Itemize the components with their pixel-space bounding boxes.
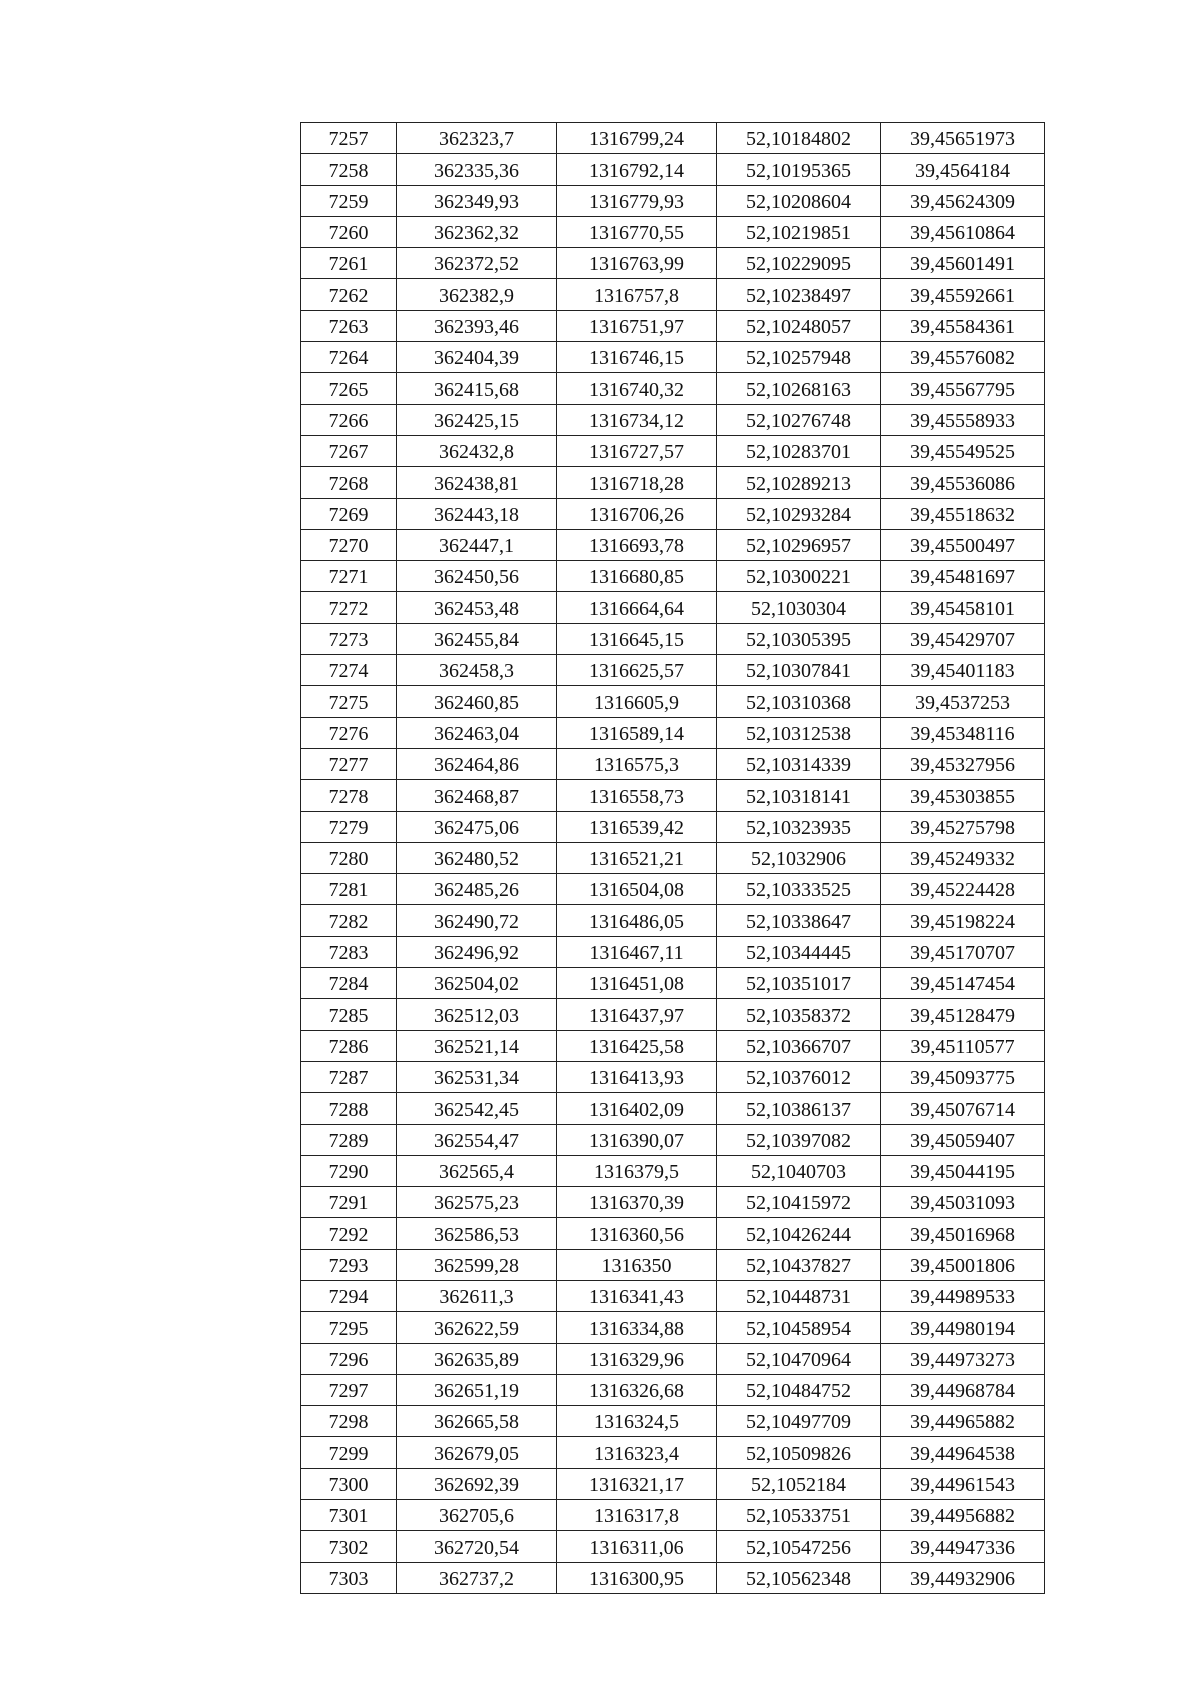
latitude-cell: 52,10296957 <box>717 529 881 560</box>
longitude-cell: 39,44947336 <box>881 1531 1045 1562</box>
table-row <box>301 936 1045 967</box>
x-coordinate-cell: 362447,1 <box>397 529 557 560</box>
y-coordinate-cell: 1316504,08 <box>557 874 717 905</box>
longitude-cell: 39,45549525 <box>881 435 1045 466</box>
point-number-cell: 7281 <box>301 874 397 905</box>
latitude-cell: 52,10307841 <box>717 655 881 686</box>
table-row <box>301 1531 1045 1562</box>
x-coordinate-cell: 362737,2 <box>397 1562 557 1593</box>
x-coordinate-cell: 362335,36 <box>397 154 557 185</box>
latitude-cell: 52,10314339 <box>717 748 881 779</box>
y-coordinate-cell: 1316625,57 <box>557 655 717 686</box>
y-coordinate-cell: 1316779,93 <box>557 185 717 216</box>
y-coordinate-cell: 1316437,97 <box>557 999 717 1030</box>
x-coordinate-cell: 362490,72 <box>397 905 557 936</box>
latitude-cell: 52,10195365 <box>717 154 881 185</box>
longitude-cell: 39,45567795 <box>881 373 1045 404</box>
table-row <box>301 780 1045 811</box>
point-number-cell: 7258 <box>301 154 397 185</box>
longitude-cell: 39,45458101 <box>881 592 1045 623</box>
x-coordinate-cell: 362372,52 <box>397 248 557 279</box>
latitude-cell: 52,10533751 <box>717 1500 881 1531</box>
latitude-cell: 52,10229095 <box>717 248 881 279</box>
x-coordinate-cell: 362651,19 <box>397 1374 557 1405</box>
point-number-cell: 7279 <box>301 811 397 842</box>
longitude-cell: 39,45536086 <box>881 467 1045 498</box>
latitude-cell: 52,10437827 <box>717 1249 881 1280</box>
table-row <box>301 623 1045 654</box>
point-number-cell: 7276 <box>301 717 397 748</box>
longitude-cell: 39,45401183 <box>881 655 1045 686</box>
y-coordinate-cell: 1316734,12 <box>557 404 717 435</box>
y-coordinate-cell: 1316770,55 <box>557 216 717 247</box>
latitude-cell: 52,10386137 <box>717 1093 881 1124</box>
latitude-cell: 52,10238497 <box>717 279 881 310</box>
longitude-cell: 39,45001806 <box>881 1249 1045 1280</box>
point-number-cell: 7277 <box>301 748 397 779</box>
y-coordinate-cell: 1316740,32 <box>557 373 717 404</box>
point-number-cell: 7298 <box>301 1406 397 1437</box>
point-number-cell: 7268 <box>301 467 397 498</box>
latitude-cell: 52,10562348 <box>717 1562 881 1593</box>
y-coordinate-cell: 1316323,4 <box>557 1437 717 1468</box>
point-number-cell: 7282 <box>301 905 397 936</box>
x-coordinate-cell: 362720,54 <box>397 1531 557 1562</box>
y-coordinate-cell: 1316300,95 <box>557 1562 717 1593</box>
y-coordinate-cell: 1316558,73 <box>557 780 717 811</box>
x-coordinate-cell: 362512,03 <box>397 999 557 1030</box>
latitude-cell: 52,10318141 <box>717 780 881 811</box>
longitude-cell: 39,4537253 <box>881 686 1045 717</box>
table-row <box>301 1061 1045 1092</box>
longitude-cell: 39,45016968 <box>881 1218 1045 1249</box>
longitude-cell: 39,45348116 <box>881 717 1045 748</box>
y-coordinate-cell: 1316792,14 <box>557 154 717 185</box>
point-number-cell: 7294 <box>301 1280 397 1311</box>
latitude-cell: 52,10497709 <box>717 1406 881 1437</box>
y-coordinate-cell: 1316390,07 <box>557 1124 717 1155</box>
table-row <box>301 655 1045 686</box>
x-coordinate-cell: 362349,93 <box>397 185 557 216</box>
longitude-cell: 39,45170707 <box>881 936 1045 967</box>
table-row <box>301 435 1045 466</box>
table-row <box>301 1312 1045 1343</box>
longitude-cell: 39,45059407 <box>881 1124 1045 1155</box>
table-row <box>301 874 1045 905</box>
point-number-cell: 7285 <box>301 999 397 1030</box>
x-coordinate-cell: 362504,02 <box>397 968 557 999</box>
y-coordinate-cell: 1316746,15 <box>557 342 717 373</box>
x-coordinate-cell: 362521,14 <box>397 1030 557 1061</box>
y-coordinate-cell: 1316521,21 <box>557 842 717 873</box>
latitude-cell: 52,10293284 <box>717 498 881 529</box>
point-number-cell: 7283 <box>301 936 397 967</box>
latitude-cell: 52,10415972 <box>717 1187 881 1218</box>
longitude-cell: 39,44956882 <box>881 1500 1045 1531</box>
longitude-cell: 39,44980194 <box>881 1312 1045 1343</box>
table-row <box>301 1406 1045 1437</box>
latitude-cell: 52,10547256 <box>717 1531 881 1562</box>
coordinate-table-body <box>301 123 1045 1594</box>
longitude-cell: 39,45518632 <box>881 498 1045 529</box>
y-coordinate-cell: 1316425,58 <box>557 1030 717 1061</box>
longitude-cell: 39,4564184 <box>881 154 1045 185</box>
longitude-cell: 39,45584361 <box>881 310 1045 341</box>
y-coordinate-cell: 1316605,9 <box>557 686 717 717</box>
x-coordinate-cell: 362404,39 <box>397 342 557 373</box>
latitude-cell: 52,1030304 <box>717 592 881 623</box>
table-row <box>301 1187 1045 1218</box>
x-coordinate-cell: 362542,45 <box>397 1093 557 1124</box>
x-coordinate-cell: 362455,84 <box>397 623 557 654</box>
table-row <box>301 123 1045 154</box>
table-row <box>301 185 1045 216</box>
x-coordinate-cell: 362531,34 <box>397 1061 557 1092</box>
point-number-cell: 7286 <box>301 1030 397 1061</box>
latitude-cell: 52,1032906 <box>717 842 881 873</box>
table-row <box>301 529 1045 560</box>
table-row <box>301 999 1045 1030</box>
point-number-cell: 7280 <box>301 842 397 873</box>
longitude-cell: 39,45198224 <box>881 905 1045 936</box>
latitude-cell: 52,10310368 <box>717 686 881 717</box>
x-coordinate-cell: 362485,26 <box>397 874 557 905</box>
table-row <box>301 1374 1045 1405</box>
coordinate-table <box>300 122 1045 1594</box>
point-number-cell: 7272 <box>301 592 397 623</box>
table-row <box>301 811 1045 842</box>
x-coordinate-cell: 362432,8 <box>397 435 557 466</box>
y-coordinate-cell: 1316326,68 <box>557 1374 717 1405</box>
y-coordinate-cell: 1316799,24 <box>557 123 717 154</box>
point-number-cell: 7262 <box>301 279 397 310</box>
longitude-cell: 39,45093775 <box>881 1061 1045 1092</box>
x-coordinate-cell: 362438,81 <box>397 467 557 498</box>
point-number-cell: 7293 <box>301 1249 397 1280</box>
y-coordinate-cell: 1316693,78 <box>557 529 717 560</box>
x-coordinate-cell: 362679,05 <box>397 1437 557 1468</box>
latitude-cell: 52,10184802 <box>717 123 881 154</box>
x-coordinate-cell: 362443,18 <box>397 498 557 529</box>
point-number-cell: 7264 <box>301 342 397 373</box>
latitude-cell: 52,10344445 <box>717 936 881 967</box>
y-coordinate-cell: 1316360,56 <box>557 1218 717 1249</box>
point-number-cell: 7275 <box>301 686 397 717</box>
table-row <box>301 1500 1045 1531</box>
x-coordinate-cell: 362635,89 <box>397 1343 557 1374</box>
point-number-cell: 7273 <box>301 623 397 654</box>
y-coordinate-cell: 1316575,3 <box>557 748 717 779</box>
table-row <box>301 467 1045 498</box>
x-coordinate-cell: 362586,53 <box>397 1218 557 1249</box>
longitude-cell: 39,45031093 <box>881 1187 1045 1218</box>
latitude-cell: 52,10426244 <box>717 1218 881 1249</box>
table-row <box>301 404 1045 435</box>
longitude-cell: 39,44964538 <box>881 1437 1045 1468</box>
x-coordinate-cell: 362458,3 <box>397 655 557 686</box>
y-coordinate-cell: 1316706,26 <box>557 498 717 529</box>
latitude-cell: 52,10219851 <box>717 216 881 247</box>
latitude-cell: 52,10351017 <box>717 968 881 999</box>
x-coordinate-cell: 362382,9 <box>397 279 557 310</box>
longitude-cell: 39,45249332 <box>881 842 1045 873</box>
point-number-cell: 7263 <box>301 310 397 341</box>
table-row <box>301 1468 1045 1499</box>
point-number-cell: 7301 <box>301 1500 397 1531</box>
point-number-cell: 7274 <box>301 655 397 686</box>
latitude-cell: 52,10333525 <box>717 874 881 905</box>
latitude-cell: 52,10283701 <box>717 435 881 466</box>
point-number-cell: 7300 <box>301 1468 397 1499</box>
point-number-cell: 7271 <box>301 561 397 592</box>
y-coordinate-cell: 1316539,42 <box>557 811 717 842</box>
y-coordinate-cell: 1316727,57 <box>557 435 717 466</box>
longitude-cell: 39,45327956 <box>881 748 1045 779</box>
longitude-cell: 39,45275798 <box>881 811 1045 842</box>
x-coordinate-cell: 362415,68 <box>397 373 557 404</box>
table-row <box>301 561 1045 592</box>
point-number-cell: 7289 <box>301 1124 397 1155</box>
y-coordinate-cell: 1316413,93 <box>557 1061 717 1092</box>
latitude-cell: 52,1052184 <box>717 1468 881 1499</box>
table-row <box>301 748 1045 779</box>
latitude-cell: 52,10248057 <box>717 310 881 341</box>
coordinate-table-page <box>300 122 1044 1594</box>
longitude-cell: 39,45128479 <box>881 999 1045 1030</box>
latitude-cell: 52,10458954 <box>717 1312 881 1343</box>
latitude-cell: 52,10366707 <box>717 1030 881 1061</box>
point-number-cell: 7302 <box>301 1531 397 1562</box>
table-row <box>301 592 1045 623</box>
longitude-cell: 39,45576082 <box>881 342 1045 373</box>
table-row <box>301 373 1045 404</box>
x-coordinate-cell: 362450,56 <box>397 561 557 592</box>
table-row <box>301 1124 1045 1155</box>
latitude-cell: 52,10289213 <box>717 467 881 498</box>
y-coordinate-cell: 1316664,64 <box>557 592 717 623</box>
latitude-cell: 52,1040703 <box>717 1155 881 1186</box>
table-row <box>301 1030 1045 1061</box>
y-coordinate-cell: 1316341,43 <box>557 1280 717 1311</box>
latitude-cell: 52,10268163 <box>717 373 881 404</box>
longitude-cell: 39,45481697 <box>881 561 1045 592</box>
x-coordinate-cell: 362323,7 <box>397 123 557 154</box>
table-row <box>301 686 1045 717</box>
point-number-cell: 7287 <box>301 1061 397 1092</box>
point-number-cell: 7299 <box>301 1437 397 1468</box>
table-row <box>301 1343 1045 1374</box>
point-number-cell: 7259 <box>301 185 397 216</box>
y-coordinate-cell: 1316324,5 <box>557 1406 717 1437</box>
table-row <box>301 717 1045 748</box>
point-number-cell: 7267 <box>301 435 397 466</box>
longitude-cell: 39,45076714 <box>881 1093 1045 1124</box>
x-coordinate-cell: 362575,23 <box>397 1187 557 1218</box>
table-row <box>301 1093 1045 1124</box>
table-row <box>301 968 1045 999</box>
longitude-cell: 39,45558933 <box>881 404 1045 435</box>
point-number-cell: 7295 <box>301 1312 397 1343</box>
x-coordinate-cell: 362554,47 <box>397 1124 557 1155</box>
y-coordinate-cell: 1316718,28 <box>557 467 717 498</box>
table-row <box>301 248 1045 279</box>
y-coordinate-cell: 1316311,06 <box>557 1531 717 1562</box>
longitude-cell: 39,45147454 <box>881 968 1045 999</box>
x-coordinate-cell: 362425,15 <box>397 404 557 435</box>
table-row <box>301 154 1045 185</box>
x-coordinate-cell: 362480,52 <box>397 842 557 873</box>
y-coordinate-cell: 1316329,96 <box>557 1343 717 1374</box>
x-coordinate-cell: 362475,06 <box>397 811 557 842</box>
latitude-cell: 52,10276748 <box>717 404 881 435</box>
x-coordinate-cell: 362460,85 <box>397 686 557 717</box>
x-coordinate-cell: 362599,28 <box>397 1249 557 1280</box>
longitude-cell: 39,45429707 <box>881 623 1045 654</box>
latitude-cell: 52,10305395 <box>717 623 881 654</box>
x-coordinate-cell: 362453,48 <box>397 592 557 623</box>
longitude-cell: 39,45624309 <box>881 185 1045 216</box>
x-coordinate-cell: 362565,4 <box>397 1155 557 1186</box>
longitude-cell: 39,45601491 <box>881 248 1045 279</box>
longitude-cell: 39,45651973 <box>881 123 1045 154</box>
point-number-cell: 7292 <box>301 1218 397 1249</box>
x-coordinate-cell: 362393,46 <box>397 310 557 341</box>
longitude-cell: 39,44965882 <box>881 1406 1045 1437</box>
x-coordinate-cell: 362692,39 <box>397 1468 557 1499</box>
y-coordinate-cell: 1316321,17 <box>557 1468 717 1499</box>
longitude-cell: 39,45224428 <box>881 874 1045 905</box>
y-coordinate-cell: 1316402,09 <box>557 1093 717 1124</box>
point-number-cell: 7265 <box>301 373 397 404</box>
longitude-cell: 39,45303855 <box>881 780 1045 811</box>
longitude-cell: 39,45592661 <box>881 279 1045 310</box>
table-row <box>301 1437 1045 1468</box>
point-number-cell: 7257 <box>301 123 397 154</box>
table-row <box>301 279 1045 310</box>
y-coordinate-cell: 1316467,11 <box>557 936 717 967</box>
table-row <box>301 1218 1045 1249</box>
y-coordinate-cell: 1316589,14 <box>557 717 717 748</box>
latitude-cell: 52,10338647 <box>717 905 881 936</box>
x-coordinate-cell: 362611,3 <box>397 1280 557 1311</box>
latitude-cell: 52,10323935 <box>717 811 881 842</box>
latitude-cell: 52,10300221 <box>717 561 881 592</box>
x-coordinate-cell: 362496,92 <box>397 936 557 967</box>
table-row <box>301 310 1045 341</box>
x-coordinate-cell: 362665,58 <box>397 1406 557 1437</box>
x-coordinate-cell: 362622,59 <box>397 1312 557 1343</box>
latitude-cell: 52,10358372 <box>717 999 881 1030</box>
y-coordinate-cell: 1316451,08 <box>557 968 717 999</box>
table-row <box>301 842 1045 873</box>
point-number-cell: 7303 <box>301 1562 397 1593</box>
latitude-cell: 52,10509826 <box>717 1437 881 1468</box>
point-number-cell: 7269 <box>301 498 397 529</box>
longitude-cell: 39,45044195 <box>881 1155 1045 1186</box>
y-coordinate-cell: 1316350 <box>557 1249 717 1280</box>
point-number-cell: 7266 <box>301 404 397 435</box>
latitude-cell: 52,10484752 <box>717 1374 881 1405</box>
point-number-cell: 7260 <box>301 216 397 247</box>
table-row <box>301 342 1045 373</box>
latitude-cell: 52,10312538 <box>717 717 881 748</box>
table-row <box>301 905 1045 936</box>
x-coordinate-cell: 362468,87 <box>397 780 557 811</box>
table-row <box>301 216 1045 247</box>
table-row <box>301 1562 1045 1593</box>
table-row <box>301 1155 1045 1186</box>
point-number-cell: 7288 <box>301 1093 397 1124</box>
longitude-cell: 39,44932906 <box>881 1562 1045 1593</box>
y-coordinate-cell: 1316317,8 <box>557 1500 717 1531</box>
table-row <box>301 1249 1045 1280</box>
latitude-cell: 52,10257948 <box>717 342 881 373</box>
longitude-cell: 39,44968784 <box>881 1374 1045 1405</box>
longitude-cell: 39,45610864 <box>881 216 1045 247</box>
y-coordinate-cell: 1316370,39 <box>557 1187 717 1218</box>
point-number-cell: 7270 <box>301 529 397 560</box>
latitude-cell: 52,10208604 <box>717 185 881 216</box>
point-number-cell: 7297 <box>301 1374 397 1405</box>
point-number-cell: 7278 <box>301 780 397 811</box>
x-coordinate-cell: 362705,6 <box>397 1500 557 1531</box>
point-number-cell: 7296 <box>301 1343 397 1374</box>
latitude-cell: 52,10376012 <box>717 1061 881 1092</box>
y-coordinate-cell: 1316379,5 <box>557 1155 717 1186</box>
longitude-cell: 39,44989533 <box>881 1280 1045 1311</box>
point-number-cell: 7284 <box>301 968 397 999</box>
y-coordinate-cell: 1316486,05 <box>557 905 717 936</box>
point-number-cell: 7291 <box>301 1187 397 1218</box>
table-row <box>301 498 1045 529</box>
y-coordinate-cell: 1316645,15 <box>557 623 717 654</box>
longitude-cell: 39,44973273 <box>881 1343 1045 1374</box>
x-coordinate-cell: 362463,04 <box>397 717 557 748</box>
y-coordinate-cell: 1316751,97 <box>557 310 717 341</box>
latitude-cell: 52,10470964 <box>717 1343 881 1374</box>
table-row <box>301 1280 1045 1311</box>
point-number-cell: 7290 <box>301 1155 397 1186</box>
x-coordinate-cell: 362362,32 <box>397 216 557 247</box>
y-coordinate-cell: 1316680,85 <box>557 561 717 592</box>
x-coordinate-cell: 362464,86 <box>397 748 557 779</box>
longitude-cell: 39,45110577 <box>881 1030 1045 1061</box>
y-coordinate-cell: 1316763,99 <box>557 248 717 279</box>
y-coordinate-cell: 1316757,8 <box>557 279 717 310</box>
longitude-cell: 39,45500497 <box>881 529 1045 560</box>
longitude-cell: 39,44961543 <box>881 1468 1045 1499</box>
point-number-cell: 7261 <box>301 248 397 279</box>
latitude-cell: 52,10397082 <box>717 1124 881 1155</box>
y-coordinate-cell: 1316334,88 <box>557 1312 717 1343</box>
latitude-cell: 52,10448731 <box>717 1280 881 1311</box>
